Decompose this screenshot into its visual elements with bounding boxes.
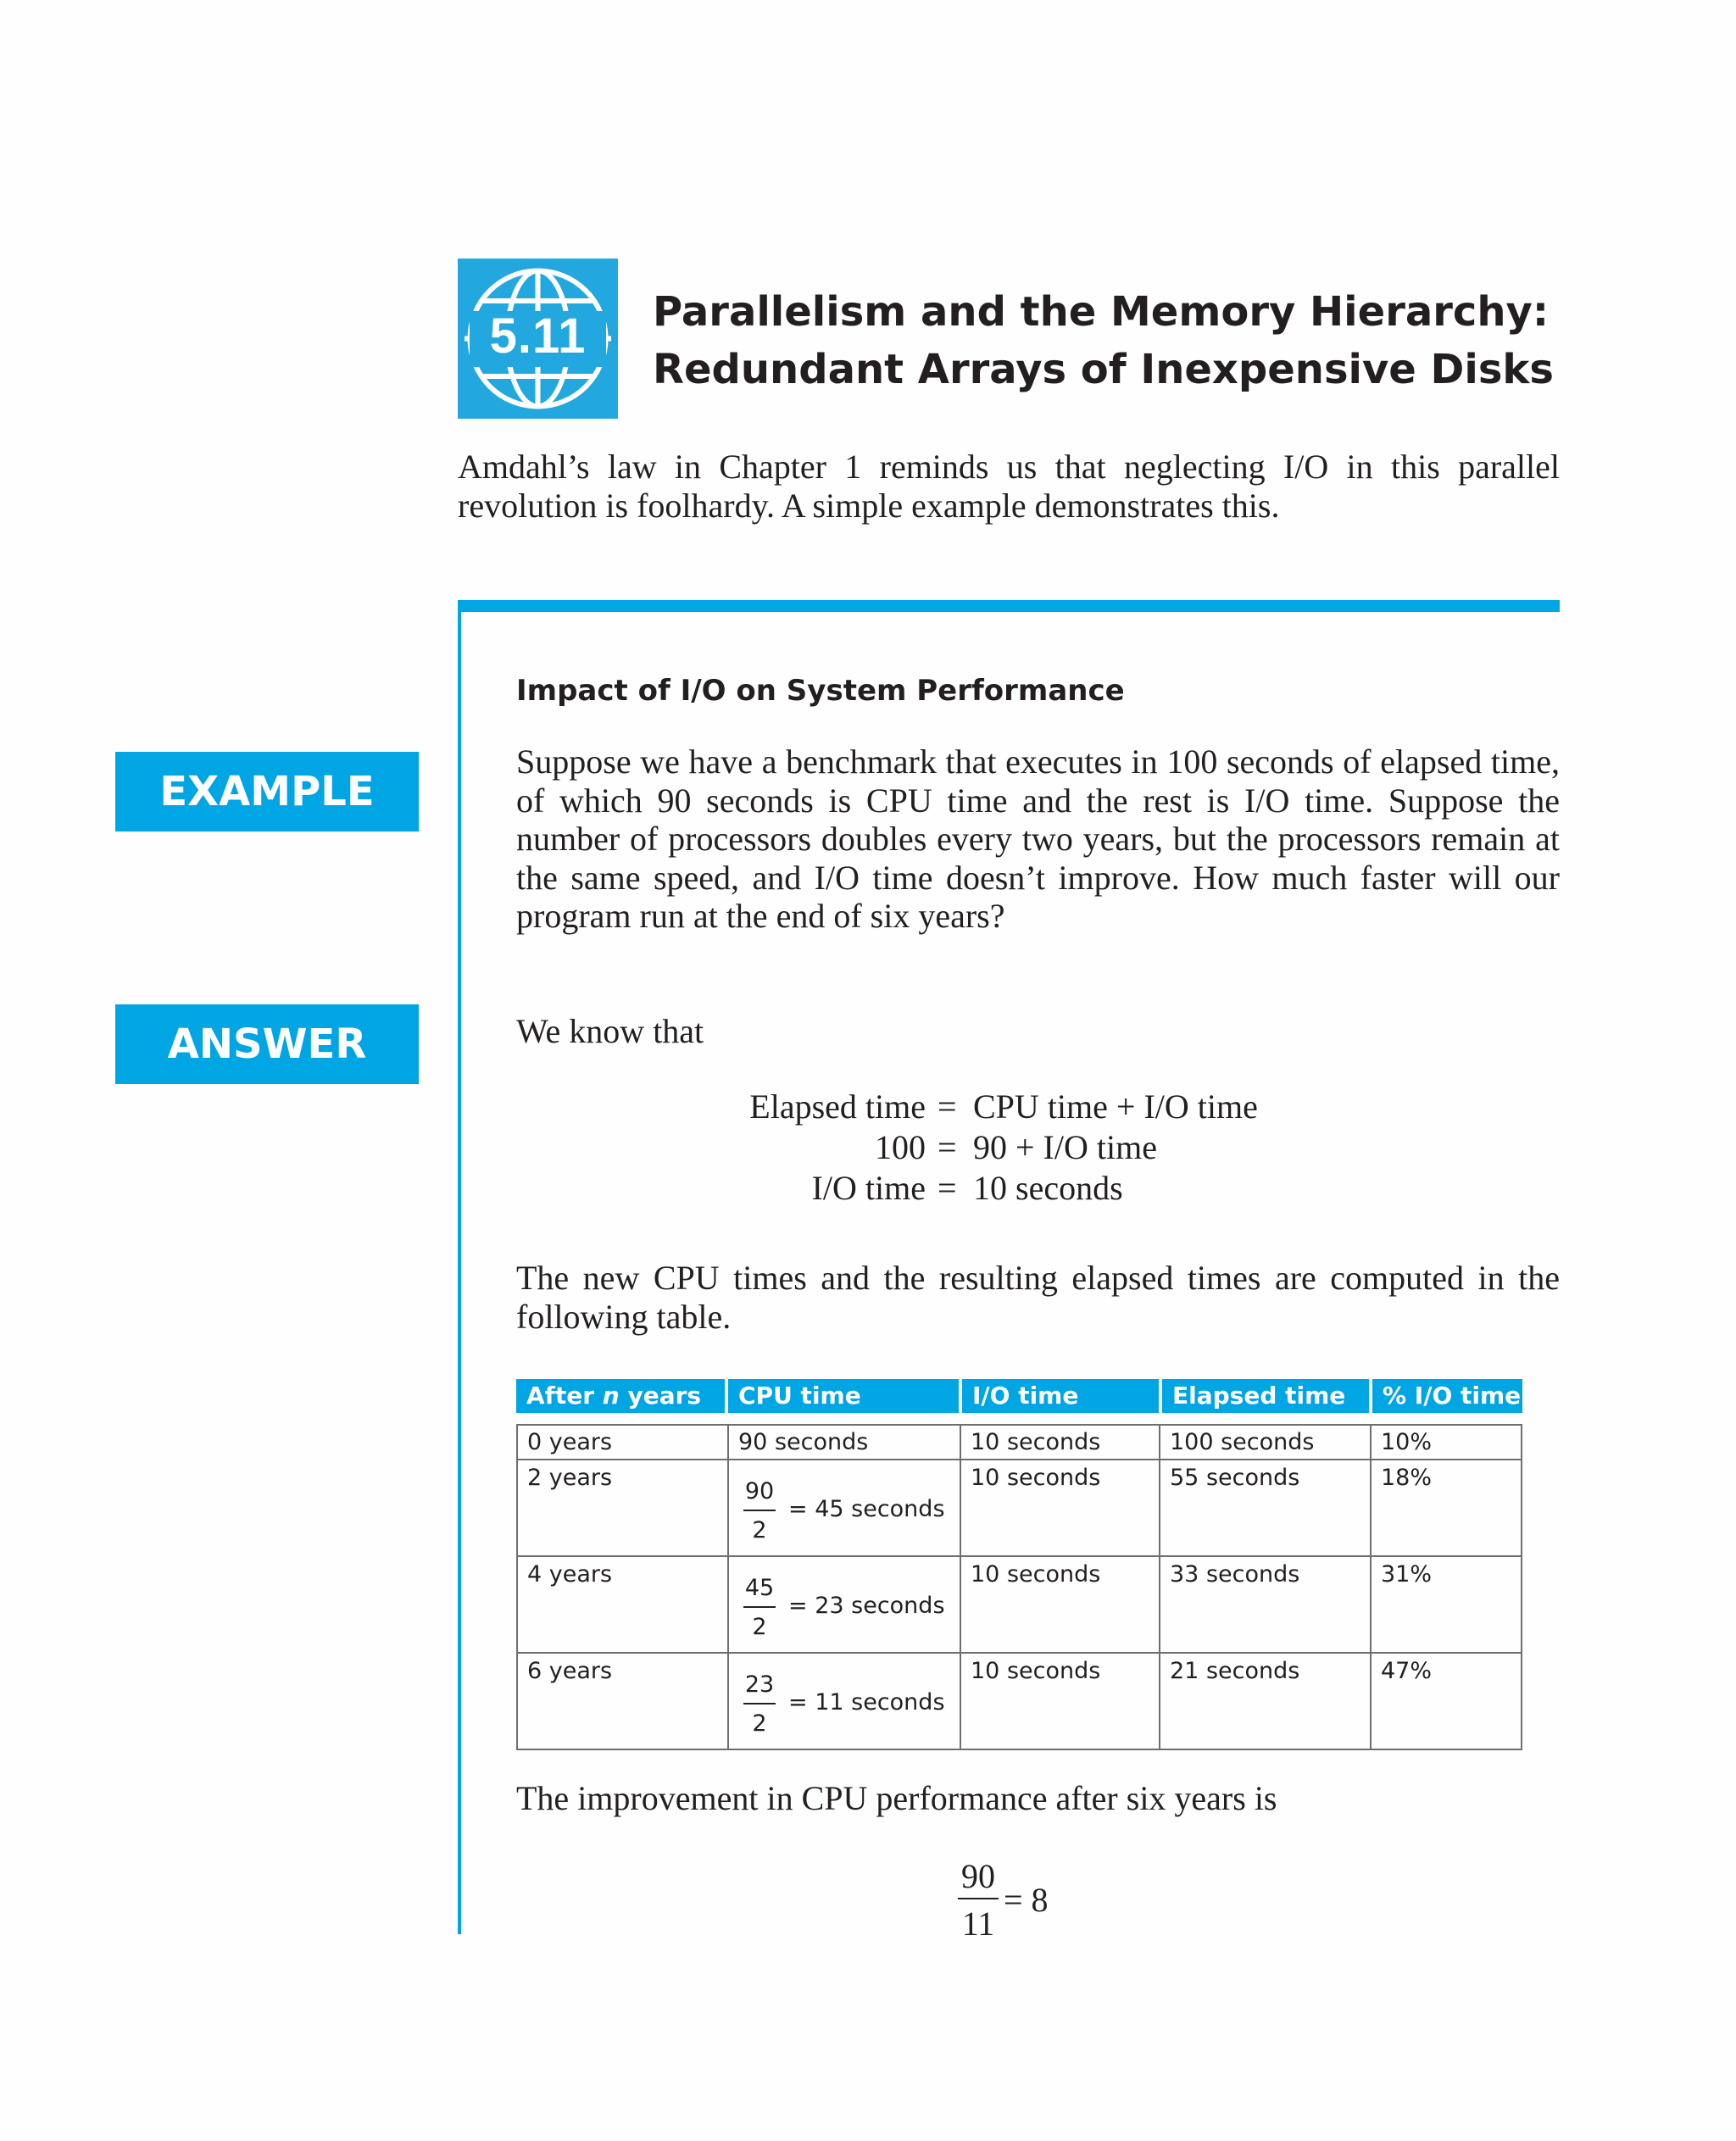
final-denominator: 11 xyxy=(961,1905,995,1943)
cell-years: 4 years xyxy=(527,1561,613,1588)
final-numerator: 90 xyxy=(961,1857,995,1895)
cpu-fraction-denominator: 2 xyxy=(752,1517,767,1543)
example-body: Suppose we have a benchmark that executes in 100 seconds of elapsed time, of which 90 seconds is CPU time and the rest is I/O time. Suppose the number of processors doubles every two years, but the processors remain at the same speed, and I/O time doesn’t improve. How much faster will our program run at the end of six years? xyxy=(516,742,1560,935)
cell-years: 0 years xyxy=(527,1429,613,1455)
table-rule xyxy=(516,1424,518,1750)
table-header-pct: % I/O time xyxy=(1372,1379,1522,1413)
cpu-fraction-denominator: 2 xyxy=(752,1710,767,1737)
table-rule xyxy=(960,1424,961,1750)
cell-pct: 47% xyxy=(1381,1658,1433,1684)
cell-pct: 31% xyxy=(1381,1561,1433,1588)
cell-io: 10 seconds xyxy=(971,1465,1101,1491)
fraction-bar xyxy=(958,1898,999,1899)
final-result: = 8 xyxy=(1004,1881,1049,1919)
cpu-fraction-numerator: 45 xyxy=(744,1575,775,1601)
section-title-line2: Redundant Arrays of Inexpensive Disks xyxy=(653,346,1554,393)
improvement-text: The improvement in CPU performance after six years is xyxy=(516,1779,1277,1817)
table-rule xyxy=(1370,1424,1372,1750)
section-title-line1: Parallelism and the Memory Hierarchy: xyxy=(653,288,1550,336)
cell-elapsed: 55 seconds xyxy=(1170,1465,1300,1491)
answer-intro: We know that xyxy=(516,1012,704,1050)
equation-right: 90 + I/O time xyxy=(973,1128,1157,1166)
table-intro: The new CPU times and the resulting elapsed times are computed in the following table. xyxy=(516,1259,1560,1336)
cell-io: 10 seconds xyxy=(971,1561,1101,1588)
cell-pct: 10% xyxy=(1381,1429,1433,1455)
fraction-bar xyxy=(743,1510,776,1511)
intro-paragraph: Amdahl’s law in Chapter 1 reminds us that neglecting I/O in this parallel revolution is foolhardy. A simple example demonstrates this. xyxy=(458,448,1560,525)
equation-left: I/O time xyxy=(811,1169,926,1207)
equation-left: Elapsed time xyxy=(749,1087,926,1126)
example-label: EXAMPLE xyxy=(115,752,419,831)
table-header-io: I/O time xyxy=(962,1379,1159,1413)
table-header-years xyxy=(516,1379,725,1413)
equation-right: CPU time + I/O time xyxy=(973,1087,1258,1126)
equation-right: 10 seconds xyxy=(973,1169,1123,1207)
cell-cpu-result: = 45 seconds xyxy=(788,1496,945,1522)
cell-elapsed: 21 seconds xyxy=(1170,1658,1300,1684)
equation-sign: = xyxy=(938,1087,957,1126)
cell-cpu: 90 seconds xyxy=(738,1429,869,1455)
table-rule xyxy=(1159,1424,1160,1750)
cell-years: 2 years xyxy=(527,1465,613,1491)
section-title xyxy=(653,283,1670,398)
fraction-bar xyxy=(743,1606,776,1608)
cell-cpu-result: = 23 seconds xyxy=(788,1593,945,1619)
equation-sign: = xyxy=(938,1169,957,1207)
table-rule xyxy=(727,1424,729,1750)
example-top-rule xyxy=(458,600,1560,612)
cpu-fraction-denominator: 2 xyxy=(752,1614,767,1640)
section-badge xyxy=(458,259,618,419)
header-text: After xyxy=(526,1382,603,1410)
header-text: years xyxy=(619,1382,702,1410)
example-left-rule xyxy=(458,600,461,1934)
header-italic-n: n xyxy=(602,1382,620,1410)
answer-label: ANSWER xyxy=(115,1004,419,1084)
cell-io: 10 seconds xyxy=(971,1429,1101,1455)
cell-elapsed: 33 seconds xyxy=(1170,1561,1300,1588)
equation-left: 100 xyxy=(875,1128,926,1166)
section-number: 5.11 xyxy=(489,309,587,364)
cell-io: 10 seconds xyxy=(971,1658,1101,1684)
cpu-fraction-numerator: 23 xyxy=(744,1671,775,1698)
cpu-fraction-numerator: 90 xyxy=(744,1478,775,1504)
table-header-cpu: CPU time xyxy=(728,1379,959,1413)
table-rule xyxy=(1521,1424,1522,1750)
example-heading: Impact of I/O on System Performance xyxy=(516,674,1125,708)
table-header-elapsed: Elapsed time xyxy=(1162,1379,1369,1413)
cell-cpu-result: = 11 seconds xyxy=(788,1689,945,1716)
cell-elapsed: 100 seconds xyxy=(1170,1429,1315,1455)
equation-sign: = xyxy=(938,1128,957,1166)
cell-pct: 18% xyxy=(1381,1465,1433,1491)
cell-years: 6 years xyxy=(527,1658,613,1684)
fraction-bar xyxy=(743,1703,776,1704)
